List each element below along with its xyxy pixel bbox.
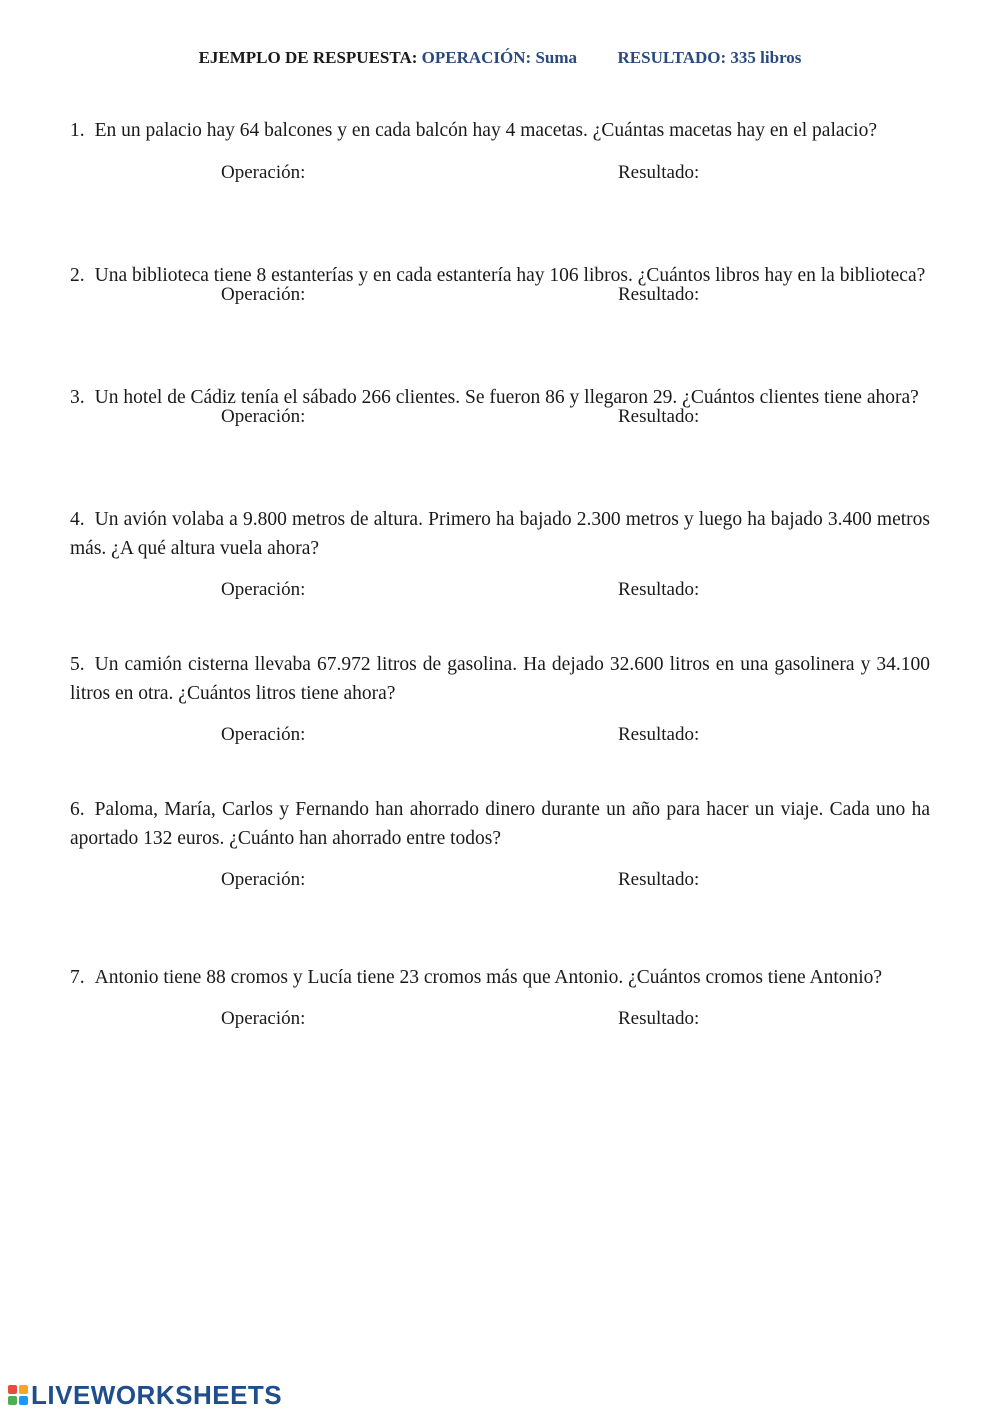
problem-number: 2. xyxy=(70,265,85,286)
example-operation: OPERACIÓN: Suma xyxy=(421,48,578,67)
operation-field[interactable]: Operación: xyxy=(221,406,306,427)
example-answer-header xyxy=(0,48,1000,68)
liveworksheets-logo-icon xyxy=(8,1385,28,1405)
problem-text: Una biblioteca tiene 8 estanterías y en cada estantería hay 106 libros. ¿Cuántos libros hay en la biblioteca? xyxy=(94,265,926,286)
problem-question xyxy=(70,505,930,563)
problem-number: 4. xyxy=(70,509,85,530)
problem-question xyxy=(70,650,930,708)
problem-7 xyxy=(70,963,930,1034)
answer-row xyxy=(70,284,930,310)
problem-text: En un palacio hay 64 balcones y en cada balcón hay 4 macetas. ¿Cuántas macetas hay en el palacio? xyxy=(94,120,877,141)
logo-square-3 xyxy=(8,1396,17,1405)
result-field[interactable]: Resultado: xyxy=(618,284,700,305)
problem-text: Un camión cisterna llevaba 67.972 litros de gasolina. Ha dejado 32.600 litros en una gasolinera y 34.100 litros en otra. ¿Cuántos litros tiene ahora? xyxy=(70,654,930,704)
answer-row xyxy=(70,579,930,605)
problem-5 xyxy=(70,650,930,750)
problem-number: 7. xyxy=(70,967,85,988)
result-field[interactable]: Resultado: xyxy=(618,406,700,427)
problem-text: Un hotel de Cádiz tenía el sábado 266 clientes. Se fueron 86 y llegaron 29. ¿Cuántos clientes tiene ahora? xyxy=(94,387,919,408)
problem-number: 6. xyxy=(70,799,85,820)
operation-field[interactable]: Operación: xyxy=(221,869,306,890)
result-field[interactable]: Resultado: xyxy=(618,162,700,183)
answer-row xyxy=(70,869,930,895)
problem-text: Un avión volaba a 9.800 metros de altura. Primero ha bajado 2.300 metros y luego ha bajado 3.400 metros más. ¿A qué altura vuela ahora? xyxy=(70,509,930,559)
operation-field[interactable]: Operación: xyxy=(221,579,306,600)
problem-4 xyxy=(70,505,930,605)
problem-6 xyxy=(70,795,930,895)
logo-square-2 xyxy=(19,1385,28,1394)
result-field[interactable]: Resultado: xyxy=(618,1008,700,1029)
operation-field[interactable]: Operación: xyxy=(221,284,306,305)
problem-question xyxy=(70,795,930,853)
problem-3 xyxy=(70,383,930,432)
problem-question xyxy=(70,963,930,992)
result-field[interactable]: Resultado: xyxy=(618,724,700,745)
result-field[interactable]: Resultado: xyxy=(618,579,700,600)
problem-text: Paloma, María, Carlos y Fernando han ahorrado dinero durante un año para hacer un viaje. Cada uno ha aportado 132 euros. ¿Cuánto han ahorrado entre todos? xyxy=(70,799,930,849)
answer-row xyxy=(70,1008,930,1034)
example-label: EJEMPLO DE RESPUESTA xyxy=(198,48,412,67)
problem-number: 3. xyxy=(70,387,85,408)
problem-1 xyxy=(70,116,930,188)
problem-number: 5. xyxy=(70,654,85,675)
problem-question xyxy=(70,116,930,145)
result-field[interactable]: Resultado: xyxy=(618,869,700,890)
answer-row xyxy=(70,724,930,750)
example-result: RESULTADO: 335 libros xyxy=(617,48,802,67)
problem-number: 1. xyxy=(70,120,85,141)
answer-row xyxy=(70,162,930,188)
logo-square-4 xyxy=(19,1396,28,1405)
example-colon: : xyxy=(411,48,418,67)
operation-field[interactable]: Operación: xyxy=(221,724,306,745)
operation-field[interactable]: Operación: xyxy=(221,1008,306,1029)
liveworksheets-logo xyxy=(8,1380,282,1410)
operation-field[interactable]: Operación: xyxy=(221,162,306,183)
logo-square-1 xyxy=(8,1385,17,1394)
answer-row xyxy=(70,406,930,432)
problem-2 xyxy=(70,261,930,310)
logo-text: LIVEWORKSHEETS xyxy=(31,1379,283,1410)
problem-text: Antonio tiene 88 cromos y Lucía tiene 23 cromos más que Antonio. ¿Cuántos cromos tiene Antonio? xyxy=(94,967,883,988)
